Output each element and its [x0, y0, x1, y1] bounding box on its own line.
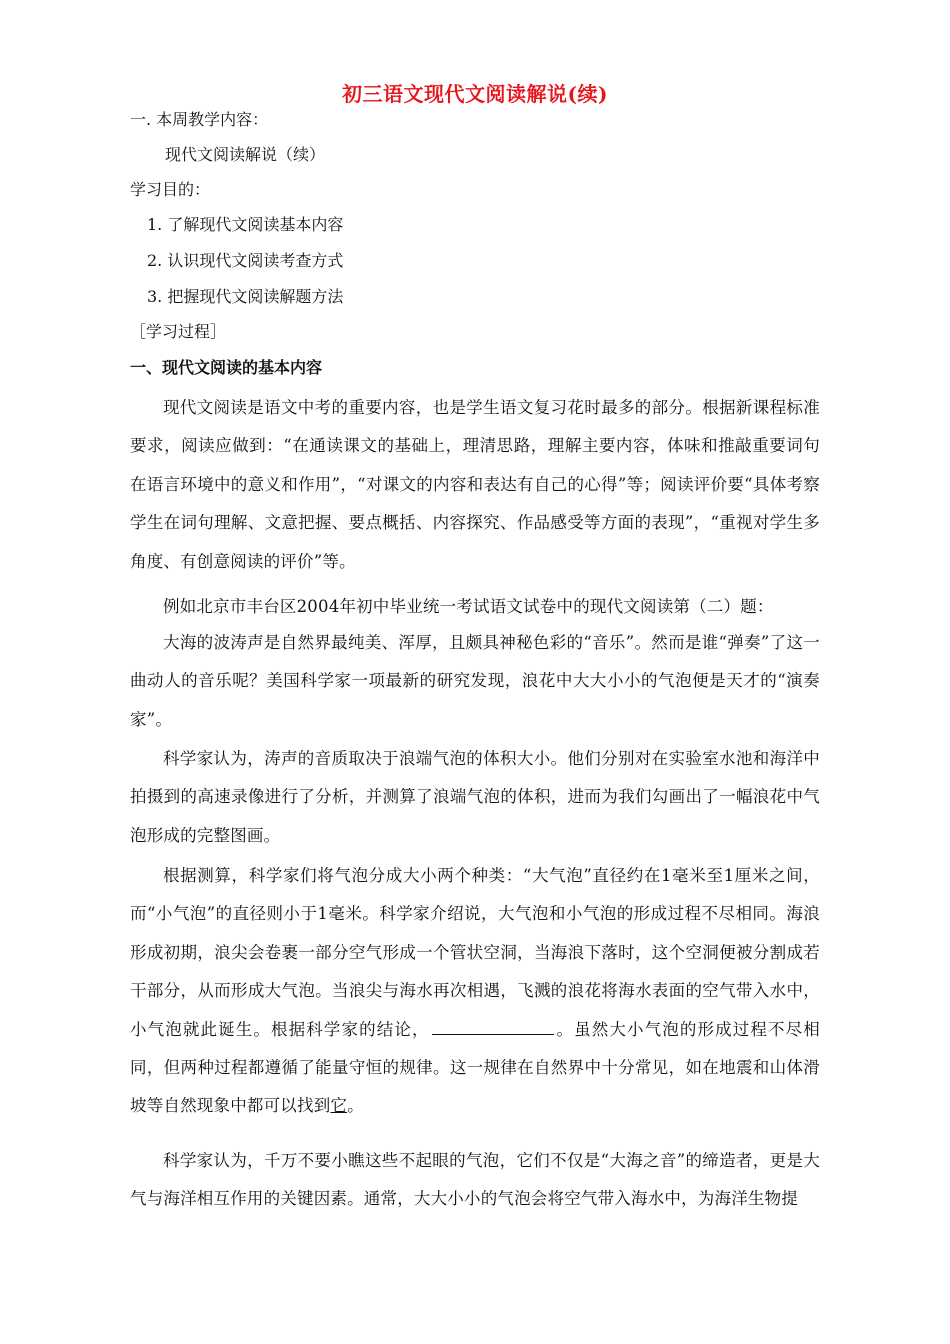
objective-item: 2. 认识现代文阅读考查方式 [147, 251, 344, 270]
topic-text: 现代文阅读解说（续） [165, 145, 326, 164]
passage-paragraph-2: 科学家认为，涛声的音质取决于浪端气泡的体积大小。他们分别对在实验室水池和海洋中拍摄到的高速录像进行了分析，并测算了浪端气泡的体积，进而为我们勾画出了一幅浪花中气泡形成的完整图画。 [130, 749, 820, 845]
section-label: 一. 本周教学内容： [130, 110, 269, 129]
underlined-word: 它 [330, 1096, 348, 1116]
passage-paragraph-1: 大海的波涛声是自然界最纯美、浑厚，且颇具神秘色彩的“音乐”。然而是谁“弹奏”了这一曲动人的音乐呢？美国科学家一项最新的研究发现，浪花中大大小小的气泡便是天才的“演奏家”。 [130, 633, 820, 729]
example-intro: 例如北京市丰台区2004年初中毕业统一考试语文试卷中的现代文阅读第（二）题： [163, 597, 774, 616]
body-paragraph: 现代文阅读是语文中考的重要内容，也是学生语文复习花时最多的部分。根据新课程标准要求，阅读应做到：“在通读课文的基础上，理清思路，理解主要内容，体味和推敲重要词句在语言环境中的意义和作用”，“对课文的内容和表达有自己的心得”等；阅读评价要“具体考察学生在词句理解、文意把握、要点概括、内容探究、作品感受等方面的表现”，“重视对学生多角度、有创意阅读的评价”等。 [130, 398, 820, 571]
document-title: 初三语文现代文阅读解说(续) [342, 82, 608, 106]
section-heading: 一、现代文阅读的基本内容 [130, 358, 323, 377]
passage-text: 。 [347, 1096, 364, 1116]
passage-paragraph-4: 科学家认为，千万不要小瞧这些不起眼的气泡，它们不仅是“大海之音”的缔造者，更是大气与海洋相互作用的关键因素。通常，大大小小的气泡会将空气带入海水中，为海洋生物提 [130, 1151, 820, 1209]
objective-item: 3. 把握现代文阅读解题方法 [147, 287, 344, 306]
passage-text: 。虽然大小气泡的形成过程不尽相同，但两种过程都遵循了能量守恒的规律。这一规律在自然界中十分常见，如在地震和山体滑坡等自然现象中都可以找到 [130, 1019, 820, 1116]
passage-paragraph-3 [130, 857, 820, 1126]
fill-in-blank[interactable] [432, 1018, 554, 1035]
passage-text: 根据测算，科学家们将气泡分成大小两个种类：“大气泡”直径约在1毫米至1厘米之间，而“小气泡”的直径则小于1毫米。科学家介绍说，大气泡和小气泡的形成过程不尽相同。海浪形成初期，浪尖会卷裹一部分空气形成一个管状空洞，当海浪下落时，这个空洞便被分割成若干部分，从而形成大气泡。当浪尖与海水再次相遇，飞溅的浪花将海水表面的空气带入水中，小气泡就此诞生。根据科学家的结论， [130, 866, 820, 1039]
objectives-label: 学习目的： [130, 180, 211, 199]
objective-item: 1. 了解现代文阅读基本内容 [147, 215, 344, 234]
process-label: ［学习过程］ [130, 322, 227, 341]
